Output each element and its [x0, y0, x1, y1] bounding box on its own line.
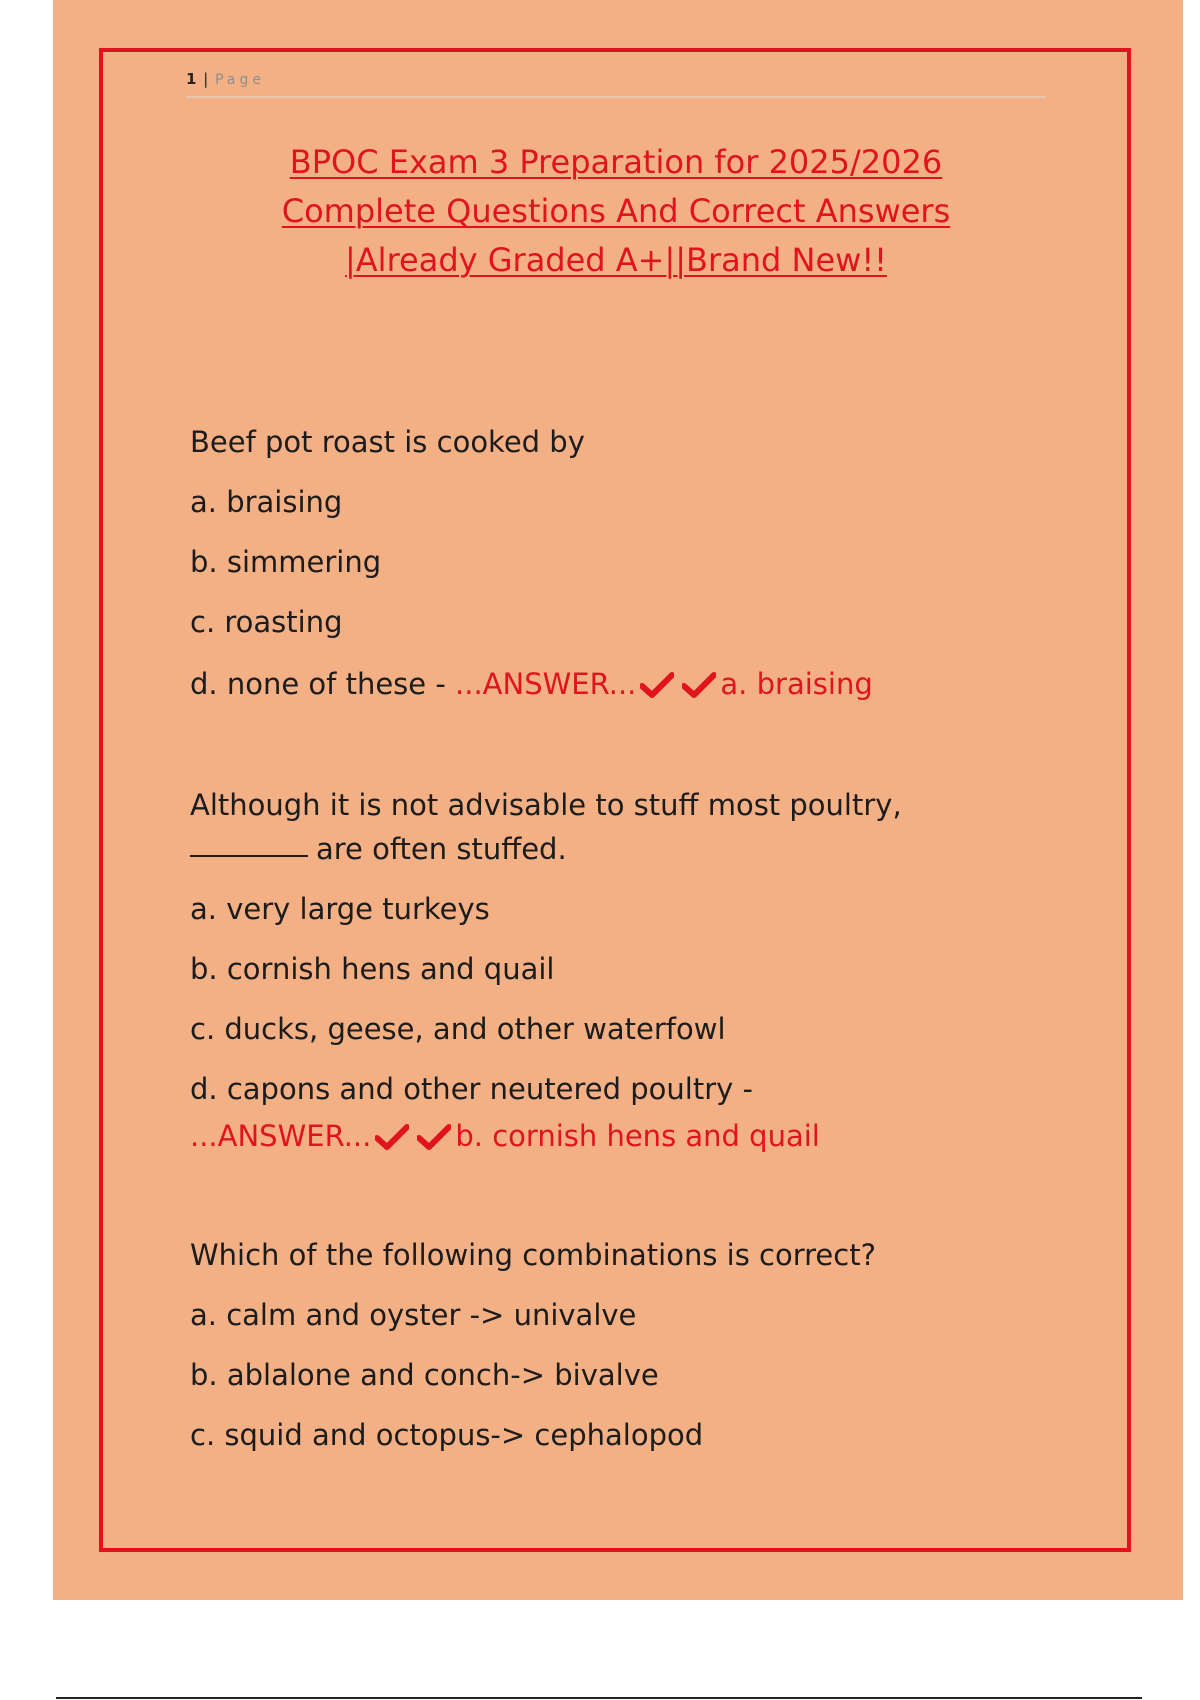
- question-3-prompt: Which of the following combinations is correct?: [190, 1238, 876, 1272]
- question-2-prompt-line-2-wrap: [190, 827, 1010, 871]
- fill-in-blank: [190, 855, 308, 857]
- title-line-2: Complete Questions And Correct Answers: [281, 192, 951, 230]
- question-2-prompt-line-2: are often stuffed.: [316, 832, 567, 866]
- question-2-option-a: a. very large turkeys: [190, 892, 490, 926]
- question-3-option-b: b. ablalone and conch-> bivalve: [190, 1358, 659, 1392]
- page-header: [186, 70, 1046, 98]
- question-1-option-d-line: [190, 662, 873, 706]
- question-3-option-c: c. squid and octopus-> cephalopod: [190, 1418, 704, 1452]
- title-line-3: |Already Graded A+||Brand New!!: [345, 241, 887, 279]
- question-2-answer-line: [190, 1114, 820, 1158]
- page-number: 1: [186, 70, 197, 88]
- question-2-answer-marker: ...ANSWER...: [190, 1119, 372, 1153]
- question-2: [190, 783, 1010, 871]
- question-1: [190, 420, 1010, 464]
- check-mark-icon: [682, 672, 716, 698]
- question-1-answer-marker: ...ANSWER...: [455, 667, 637, 701]
- title-line-1: BPOC Exam 3 Preparation for 2025/2026: [289, 143, 943, 181]
- question-2-option-c: c. ducks, geese, and other waterfowl: [190, 1012, 726, 1046]
- question-1-answer: a. braising: [720, 667, 873, 701]
- question-2-option-d: d. capons and other neutered poultry -: [190, 1072, 753, 1106]
- question-2-option-b: b. cornish hens and quail: [190, 952, 555, 986]
- question-3-option-a: a. calm and oyster -> univalve: [190, 1298, 637, 1332]
- page-label: Page: [215, 72, 265, 88]
- bottom-divider: [56, 1697, 1142, 1699]
- question-1-option-b: b. simmering: [190, 545, 382, 579]
- question-1-option-a: a. braising: [190, 485, 343, 519]
- question-3: [190, 1233, 1010, 1277]
- question-1-prompt: Beef pot roast is cooked by: [190, 425, 585, 459]
- question-1-option-c: c. roasting: [190, 605, 343, 639]
- page-separator: |: [203, 70, 209, 88]
- question-1-option-d: d. none of these -: [190, 667, 446, 701]
- document-title: [186, 138, 1046, 285]
- check-mark-icon: [417, 1124, 451, 1150]
- check-mark-icon: [640, 672, 674, 698]
- question-2-prompt-line-1: Although it is not advisable to stuff most poultry,: [190, 788, 902, 822]
- question-2-answer: b. cornish hens and quail: [455, 1119, 820, 1153]
- check-mark-icon: [375, 1124, 409, 1150]
